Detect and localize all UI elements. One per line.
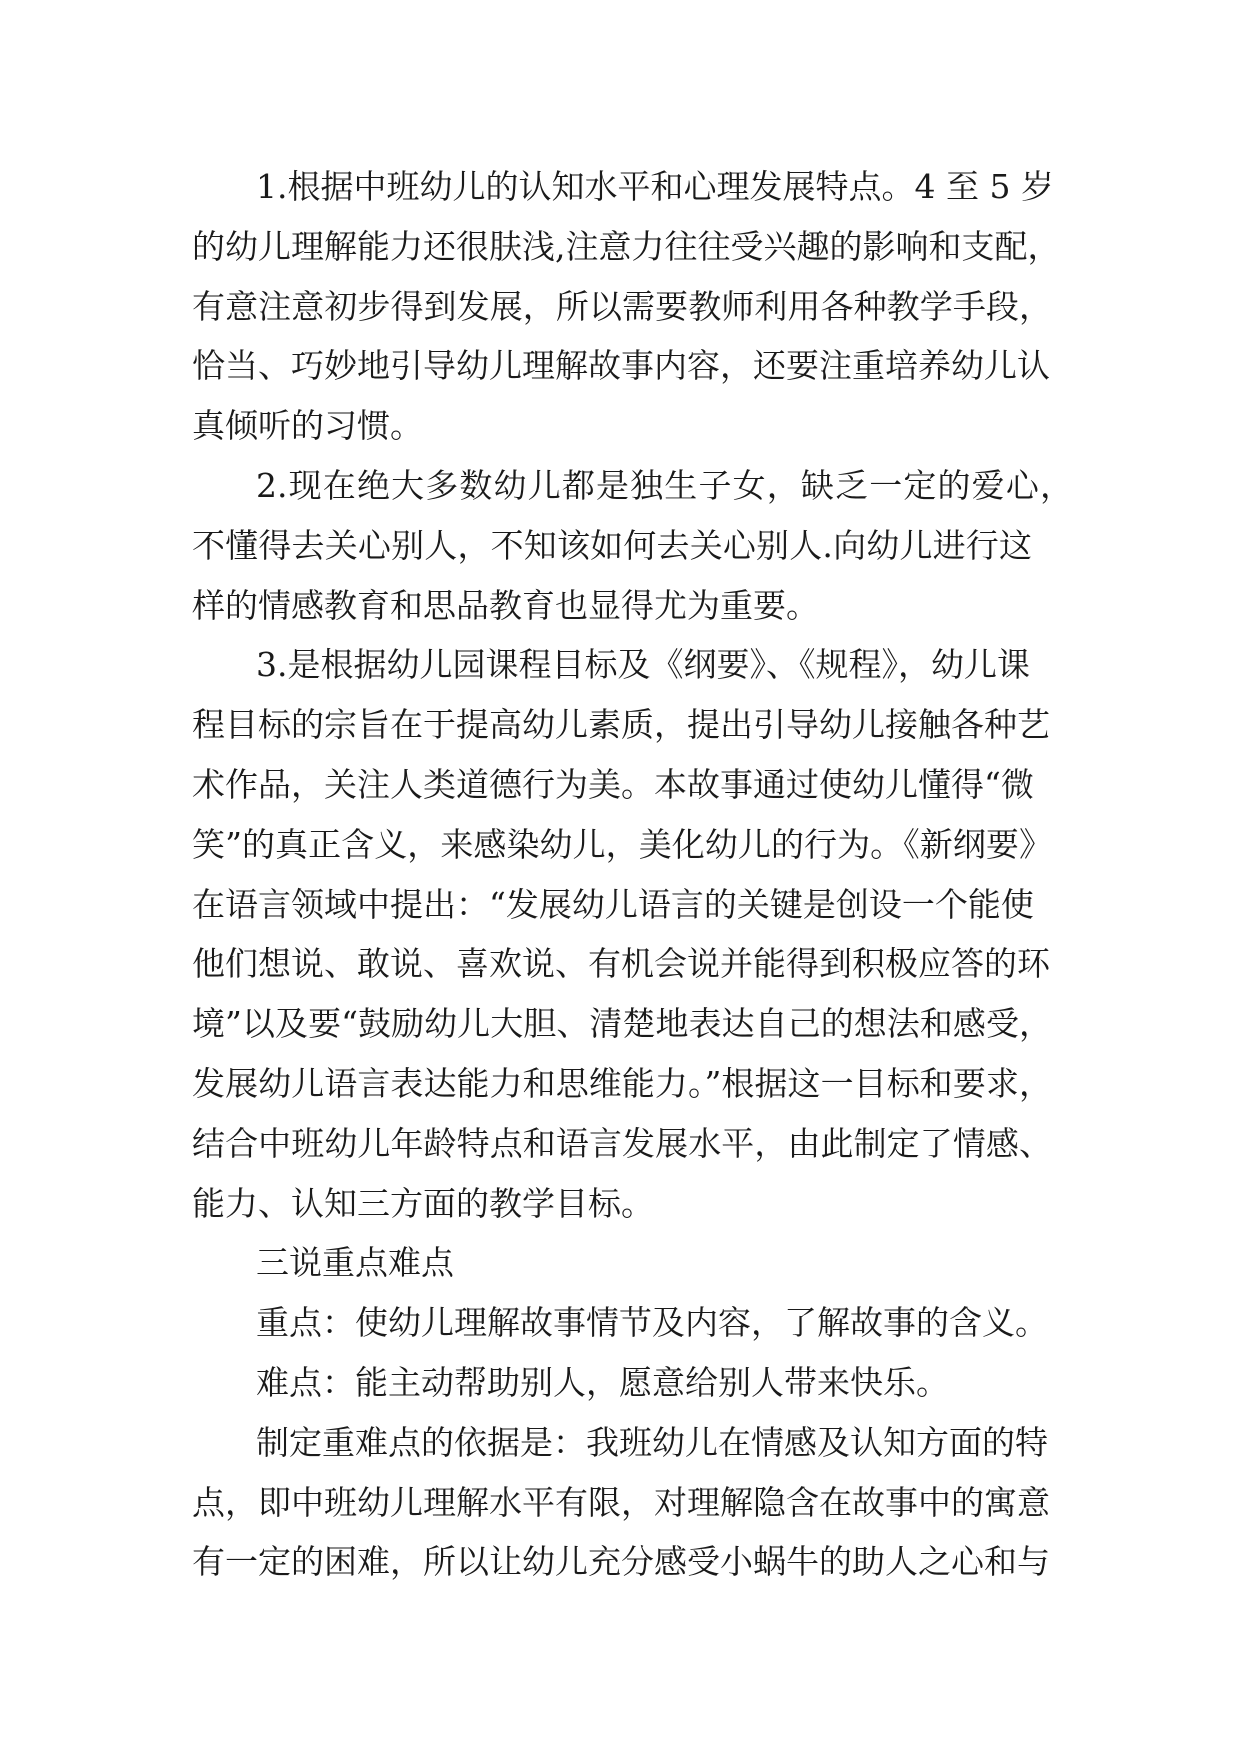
paragraph-4-line-3: 有一定的困难，所以让幼儿充分感受小蜗牛的助人之心和与 — [192, 1542, 1050, 1582]
paragraph-1-line-3: 有意注意初步得到发展，所以需要教师利用各种教学手段， — [192, 286, 1052, 326]
paragraph-1-line-5: 真倾听的习惯。 — [192, 406, 423, 446]
paragraph-3-line-10: 能力、认知三方面的教学目标。 — [192, 1183, 654, 1223]
paragraph-3-line-1: 3.是根据幼儿园课程目标及《纲要》、《规程》，幼儿课 — [256, 645, 1030, 685]
paragraph-3-line-8: 发展幼儿语言表达能力和思维能力。”根据这一目标和要求， — [192, 1063, 1052, 1103]
paragraph-2-line-3: 样的情感教育和思品教育也显得尤为重要。 — [192, 585, 819, 625]
section-heading: 三说重点难点 — [256, 1243, 454, 1283]
document-body — [192, 162, 1073, 1597]
difficult-point-line: 难点：能主动帮助别人，愿意给别人带来快乐。 — [256, 1362, 949, 1402]
key-point-line: 重点：使幼儿理解故事情节及内容，了解故事的含义。 — [256, 1303, 1048, 1343]
paragraph-1-line-4: 恰当、巧妙地引导幼儿理解故事内容，还要注重培养幼儿认 — [192, 346, 1050, 386]
paragraph-4-line-1: 制定重难点的依据是：我班幼儿在情感及认知方面的特 — [256, 1422, 1048, 1462]
paragraph-3-line-7: 境”以及要“鼓励幼儿大胆、清楚地表达自己的想法和感受， — [192, 1004, 1052, 1044]
paragraph-2-line-1: 2.现在绝大多数幼儿都是独生子女，缺乏一定的爱心， — [256, 465, 1073, 505]
paragraph-1-line-1: 1.根据中班幼儿的认知水平和心理发展特点。4 至 5 岁 — [256, 167, 1054, 206]
paragraph-3-line-9: 结合中班幼儿年龄特点和语言发展水平，由此制定了情感、 — [192, 1123, 1052, 1163]
paragraph-3-line-4: 笑”的真正含义，来感染幼儿，美化幼儿的行为。《新纲要》 — [192, 824, 1052, 864]
paragraph-1-line-2: 的幼儿理解能力还很肤浅,注意力往往受兴趣的影响和支配， — [192, 226, 1061, 266]
paragraph-3-line-5: 在语言领域中提出：“发展幼儿语言的关键是创设一个能使 — [192, 884, 1034, 924]
paragraph-3-line-2: 程目标的宗旨在于提高幼儿素质，提出引导幼儿接触各种艺 — [192, 705, 1050, 745]
paragraph-3-line-6: 他们想说、敢说、喜欢说、有机会说并能得到积极应答的环 — [192, 944, 1050, 984]
paragraph-3-line-3: 术作品，关注人类道德行为美。本故事通过使幼儿懂得“微 — [192, 764, 1034, 804]
paragraph-4-line-2: 点，即中班幼儿理解水平有限，对理解隐含在故事中的寓意 — [192, 1482, 1050, 1522]
paragraph-2-line-2: 不懂得去关心别人，不知该如何去关心别人.向幼儿进行这 — [192, 525, 1032, 565]
